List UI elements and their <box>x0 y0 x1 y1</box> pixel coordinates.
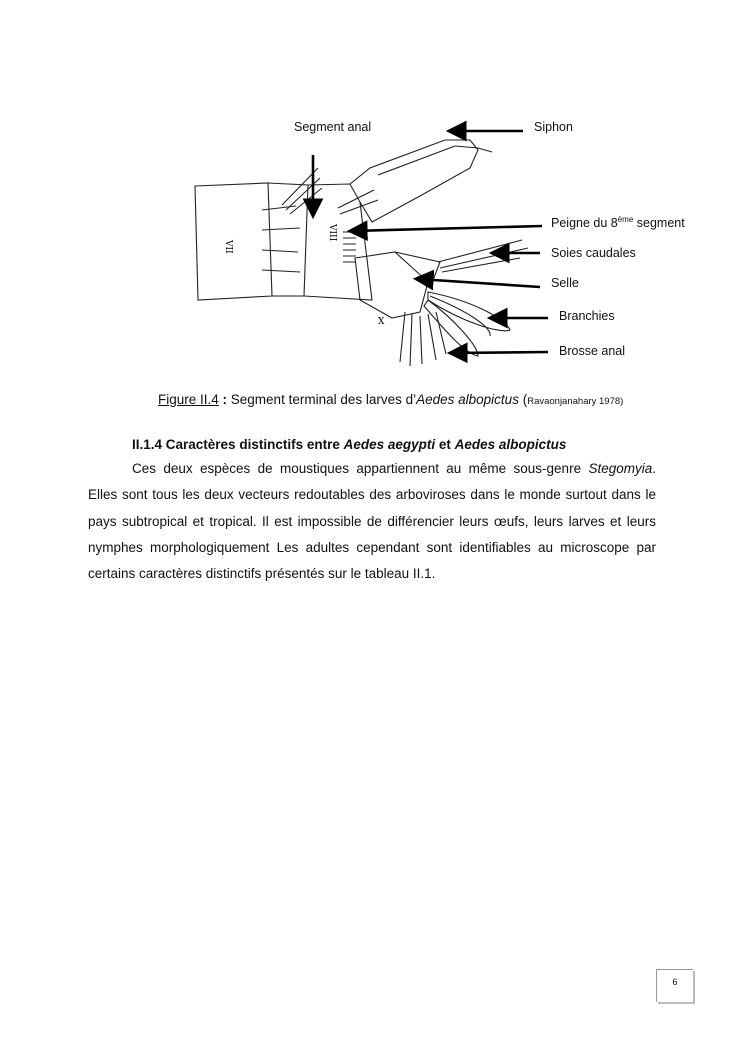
label-brosse-anal: Brosse anal <box>559 344 626 358</box>
caption-source-open: ( <box>518 392 528 407</box>
label-segment-anal: Segment anal <box>294 120 372 134</box>
label-peigne-sup: ème <box>617 214 634 224</box>
larva-figure <box>0 0 744 380</box>
label-peigne <box>551 216 685 230</box>
caption-source: Ravaonjanahary 1978) <box>527 396 624 407</box>
caption-species: Aedes albopictus <box>416 392 519 407</box>
heading-species-a: Aedes aegypti <box>343 437 436 452</box>
segment-mark-x: X <box>378 317 385 327</box>
heading-mid: et <box>435 437 455 452</box>
caption-text: Segment terminal des larves d’ <box>230 392 417 407</box>
label-peigne-suffix: segment <box>633 216 685 230</box>
para-start: Ces deux espèces de moustiques appartiennent au même sous-genre <box>132 461 589 476</box>
label-branchies: Branchies <box>559 309 615 323</box>
body-paragraph <box>88 456 656 587</box>
heading-prefix: II.1.4 Caractères distinctifs entre <box>132 437 344 452</box>
label-soies-caudales: Soies caudales <box>551 246 636 260</box>
label-selle: Selle <box>551 276 579 290</box>
figure-ref: Figure II.4 <box>158 392 219 407</box>
arrow-brosse-anal <box>452 352 548 353</box>
segment-mark-vii: VII <box>223 240 233 254</box>
page-number: 6 <box>656 969 693 1002</box>
arrow-peigne <box>352 226 542 231</box>
caption-separator: : <box>218 392 231 407</box>
label-peigne-prefix: Peigne du 8 <box>551 216 618 230</box>
arrow-selle <box>418 279 540 287</box>
larva-drawing <box>0 0 744 380</box>
segment-mark-viii: VIII <box>327 224 337 242</box>
para-rest: . Elles sont tous les deux vecteurs redoutables des arboviroses dans le monde surtout dans le pays subtropical et tropical. Il est impossible de différencier leurs œufs, leurs larves et leurs nymphes morphologiquement Les adultes cependant sont identifiables au microscope par certains caractères distinctifs présentés sur le tableau II.1. <box>88 461 656 582</box>
figure-caption <box>158 392 623 407</box>
section-heading <box>132 437 566 452</box>
label-siphon: Siphon <box>534 120 573 134</box>
para-genus: Stegomyia <box>588 461 653 476</box>
heading-species-b: Aedes albopictus <box>454 437 567 452</box>
